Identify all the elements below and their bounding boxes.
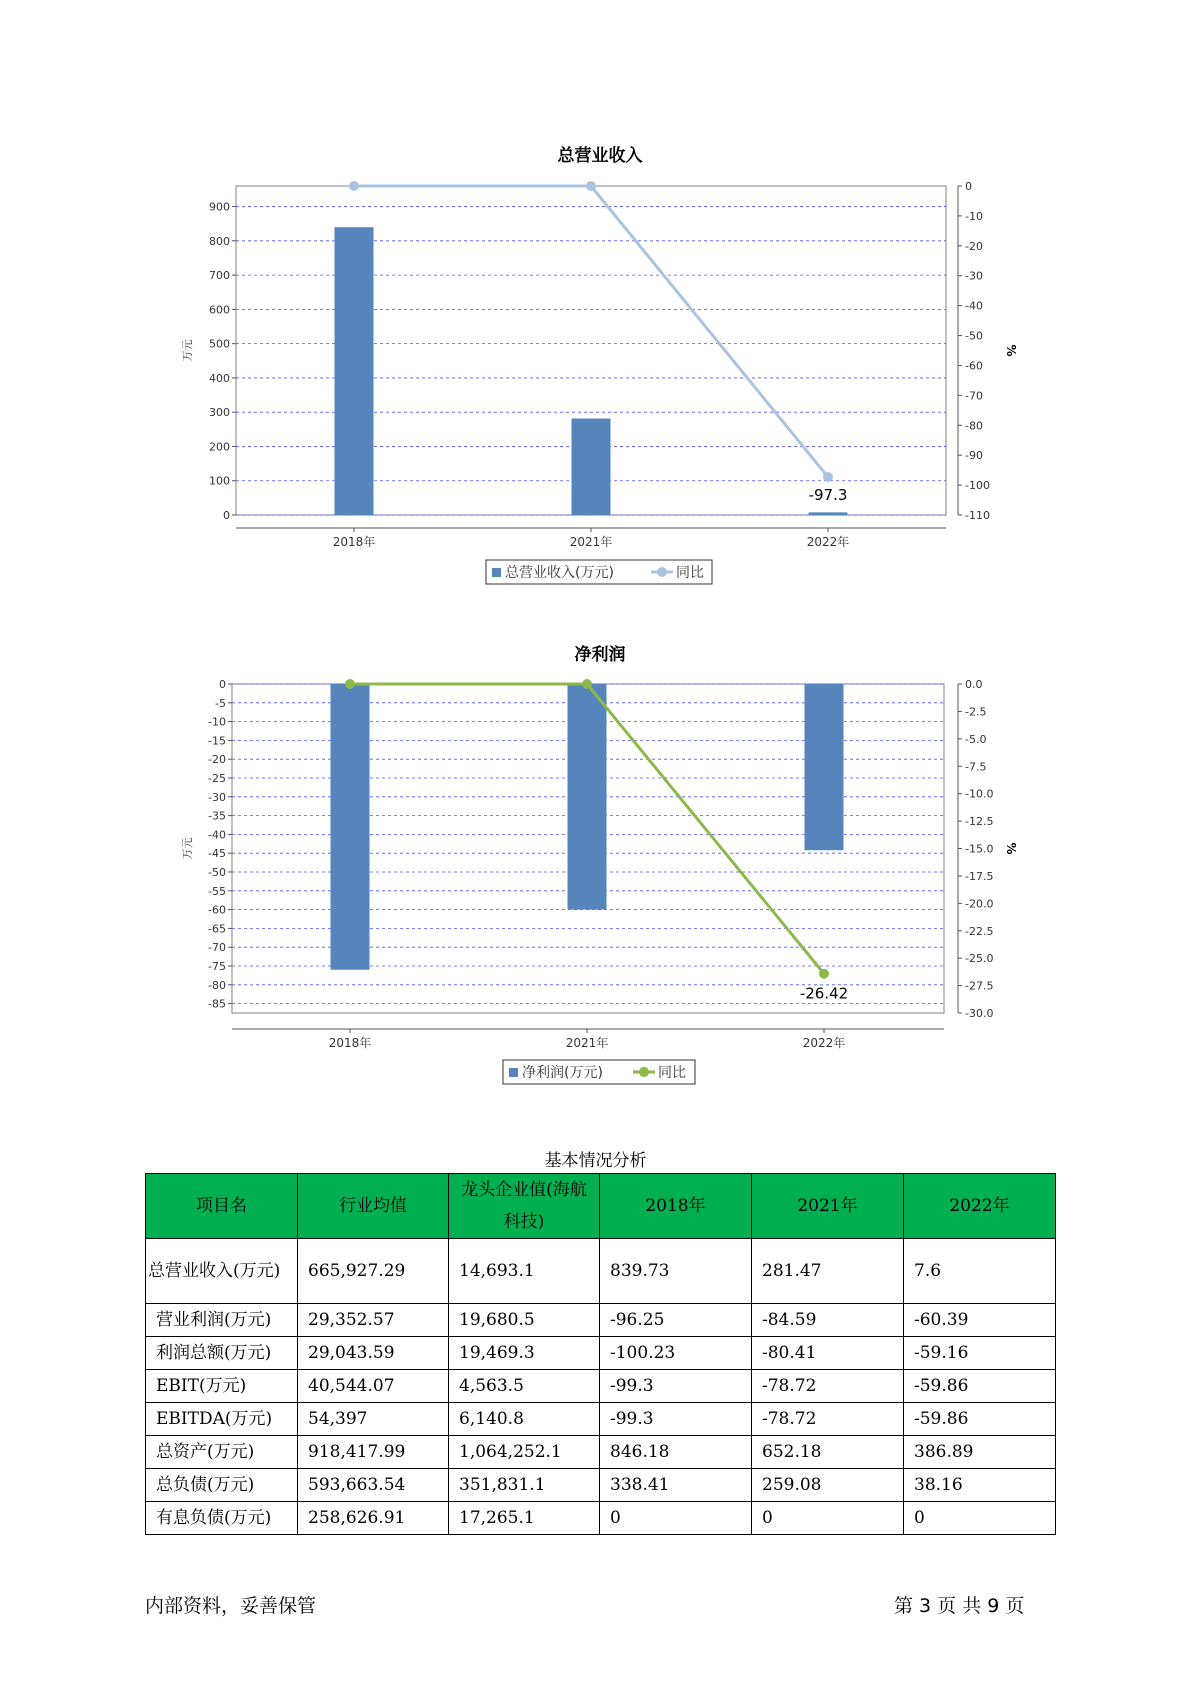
data-label: -97.3 xyxy=(808,486,848,505)
legend-bar-label: 净利润(万元) xyxy=(522,1065,603,1081)
bar xyxy=(331,684,370,970)
table-cell: 54,397 xyxy=(298,1403,449,1436)
row-label-cell: EBITDA(万元) xyxy=(146,1403,298,1436)
table-cell: 258,626.91 xyxy=(298,1502,449,1535)
bar xyxy=(805,684,844,850)
data-label: -26.42 xyxy=(799,984,849,1003)
table-cell: -59.86 xyxy=(904,1403,1056,1436)
y-axis-label: 万元 xyxy=(181,339,194,362)
column-header: 行业均值 xyxy=(298,1174,449,1239)
table-row xyxy=(146,1304,1056,1337)
y2-tick-label: -25.0 xyxy=(965,952,994,966)
table-cell: 0 xyxy=(752,1502,904,1535)
y2-tick-label: -27.5 xyxy=(965,979,994,993)
y-tick-label: -70 xyxy=(208,941,226,955)
y-tick-label: 100 xyxy=(209,474,230,488)
table-cell: -99.3 xyxy=(600,1403,752,1436)
y-tick-label: -40 xyxy=(208,828,226,842)
y-tick-label: 500 xyxy=(209,337,230,351)
table-caption: 基本情况分析 xyxy=(544,1151,647,1171)
table-cell: -100.23 xyxy=(600,1337,752,1370)
table-row xyxy=(146,1502,1056,1535)
y-tick-label: -65 xyxy=(208,922,226,936)
table-cell: 38.16 xyxy=(904,1469,1056,1502)
chart-title: 总营业收入 xyxy=(557,146,643,166)
y-tick-label: 200 xyxy=(209,440,230,454)
y2-tick-label: -100 xyxy=(965,479,990,493)
table-cell: -78.72 xyxy=(752,1403,904,1436)
line-point xyxy=(345,679,355,689)
y2-tick-label: -20.0 xyxy=(965,897,994,911)
table-cell: -84.59 xyxy=(752,1304,904,1337)
table-cell: -59.86 xyxy=(904,1370,1056,1403)
column-header: 龙头企业值(海航科技) xyxy=(449,1174,600,1239)
y-tick-label: -80 xyxy=(208,978,226,992)
y-tick-label: -15 xyxy=(208,734,226,748)
y2-tick-label: -110 xyxy=(965,509,990,522)
table-cell: -59.16 xyxy=(904,1337,1056,1370)
table-cell: 259.08 xyxy=(752,1469,904,1502)
table-cell: -60.39 xyxy=(904,1304,1056,1337)
table-cell: 338.41 xyxy=(600,1469,752,1502)
row-label-cell: 总资产(万元) xyxy=(146,1436,298,1469)
table-cell: 846.18 xyxy=(600,1436,752,1469)
table-cell: 593,663.54 xyxy=(298,1469,449,1502)
table-header-row xyxy=(146,1174,1056,1239)
y2-tick-label: -22.5 xyxy=(965,924,994,938)
table-cell: 17,265.1 xyxy=(449,1502,600,1535)
legend-bar-swatch xyxy=(509,1068,518,1077)
legend-bar-label: 总营业收入(万元) xyxy=(505,565,614,581)
table-cell: 1,064,252.1 xyxy=(449,1436,600,1469)
legend xyxy=(503,1060,695,1084)
row-label-cell: 总营业收入(万元) xyxy=(146,1239,298,1304)
table-cell: 665,927.29 xyxy=(298,1239,449,1304)
x-tick-label: 2018年 xyxy=(328,1036,372,1050)
table-cell: 652.18 xyxy=(752,1436,904,1469)
legend-line-label: 同比 xyxy=(658,1065,686,1081)
row-label-cell: 利润总额(万元) xyxy=(146,1337,298,1370)
y2-tick-label: -50 xyxy=(965,329,983,343)
row-label-cell: 营业利润(万元) xyxy=(146,1304,298,1337)
x-tick-label: 2022年 xyxy=(806,535,850,549)
y2-axis-label: % xyxy=(1004,842,1018,855)
y-tick-label: 0 xyxy=(223,509,230,522)
table-cell: 7.6 xyxy=(904,1239,1056,1304)
legend-line-label: 同比 xyxy=(676,565,704,581)
y2-tick-label: -12.5 xyxy=(965,815,994,829)
table-cell: -96.25 xyxy=(600,1304,752,1337)
table-cell: 351,831.1 xyxy=(449,1469,600,1502)
line-point xyxy=(819,969,829,979)
table-cell: 40,544.07 xyxy=(298,1370,449,1403)
y2-tick-label: -30.0 xyxy=(965,1007,994,1020)
y-axis-label: 万元 xyxy=(181,837,194,860)
y-tick-label: -20 xyxy=(208,753,226,767)
column-header: 2018年 xyxy=(600,1174,752,1239)
y-tick-label: -55 xyxy=(208,884,226,898)
y-tick-label: 900 xyxy=(209,200,230,214)
y2-tick-label: -30 xyxy=(965,269,983,283)
y2-tick-label: -20 xyxy=(965,239,983,253)
y2-tick-label: -7.5 xyxy=(965,760,987,774)
y2-tick-label: 0.0 xyxy=(965,678,983,691)
table-cell: 14,693.1 xyxy=(449,1239,600,1304)
table-cell: 281.47 xyxy=(752,1239,904,1304)
footer-page-number: 第 3 页 共 9 页 xyxy=(894,1595,1025,1617)
y-tick-label: 400 xyxy=(209,371,230,385)
y-tick-label: -10 xyxy=(208,715,226,729)
table-row xyxy=(146,1469,1056,1502)
x-tick-label: 2021年 xyxy=(569,535,613,549)
table-cell: 918,417.99 xyxy=(298,1436,449,1469)
y2-tick-label: -5.0 xyxy=(965,732,987,746)
line-point xyxy=(582,679,592,689)
y2-tick-label: -10.0 xyxy=(965,787,994,801)
y-tick-label: 300 xyxy=(209,406,230,420)
table-row xyxy=(146,1239,1056,1304)
table-row xyxy=(146,1370,1056,1403)
table-cell: 839.73 xyxy=(600,1239,752,1304)
row-label-cell: 有息负债(万元) xyxy=(146,1502,298,1535)
y-tick-label: -25 xyxy=(208,772,226,785)
y-tick-label: 600 xyxy=(209,303,230,317)
y2-tick-label: 0 xyxy=(965,180,972,193)
y-tick-label: 700 xyxy=(209,269,230,283)
y2-tick-label: -70 xyxy=(965,389,983,403)
table-row xyxy=(146,1403,1056,1436)
table-cell: -99.3 xyxy=(600,1370,752,1403)
y2-tick-label: -10 xyxy=(965,209,983,223)
table-cell: 0 xyxy=(904,1502,1056,1535)
y-tick-label: -85 xyxy=(208,997,226,1011)
chart-title: 净利润 xyxy=(574,645,626,665)
table-row xyxy=(146,1436,1056,1469)
table-cell: 0 xyxy=(600,1502,752,1535)
y2-tick-label: -40 xyxy=(965,299,983,313)
row-label-cell: EBIT(万元) xyxy=(146,1370,298,1403)
legend-line-marker xyxy=(639,1067,649,1077)
y-tick-label: -60 xyxy=(208,903,226,917)
column-header: 2021年 xyxy=(752,1174,904,1239)
table-cell: 4,563.5 xyxy=(449,1370,600,1403)
y2-tick-label: -17.5 xyxy=(965,869,994,883)
row-label-cell: 总负债(万元) xyxy=(146,1469,298,1502)
table-cell: 6,140.8 xyxy=(449,1403,600,1436)
column-header: 2022年 xyxy=(904,1174,1056,1239)
table-cell: 29,352.57 xyxy=(298,1304,449,1337)
y-tick-label: -5 xyxy=(215,696,226,710)
x-tick-label: 2018年 xyxy=(332,535,376,549)
table-cell: 29,043.59 xyxy=(298,1337,449,1370)
table-cell: -80.41 xyxy=(752,1337,904,1370)
y2-tick-label: -80 xyxy=(965,419,983,433)
column-header: 项目名 xyxy=(146,1174,298,1239)
y-tick-label: -45 xyxy=(208,847,226,861)
table-row xyxy=(146,1337,1056,1370)
y2-tick-label: -2.5 xyxy=(965,705,987,719)
y-tick-label: -35 xyxy=(208,809,226,823)
table-cell: 19,680.5 xyxy=(449,1304,600,1337)
y2-tick-label: -60 xyxy=(965,359,983,373)
y-tick-label: -50 xyxy=(208,866,226,879)
table-cell: 19,469.3 xyxy=(449,1337,600,1370)
y-tick-label: 0 xyxy=(219,678,226,691)
y2-tick-label: -15.0 xyxy=(965,842,994,856)
y-tick-label: -30 xyxy=(208,790,226,804)
x-tick-label: 2022年 xyxy=(802,1036,846,1050)
y-tick-label: -75 xyxy=(208,960,226,973)
bar xyxy=(568,684,607,910)
table-cell: 386.89 xyxy=(904,1436,1056,1469)
x-tick-label: 2021年 xyxy=(565,1036,609,1050)
basic-analysis-table xyxy=(145,1173,1056,1535)
table-cell: -78.72 xyxy=(752,1370,904,1403)
footer-confidential: 内部资料，妥善保管 xyxy=(145,1595,317,1617)
y2-tick-label: -90 xyxy=(965,449,983,463)
y-tick-label: 800 xyxy=(209,234,230,248)
y2-axis-label: % xyxy=(1004,344,1018,357)
